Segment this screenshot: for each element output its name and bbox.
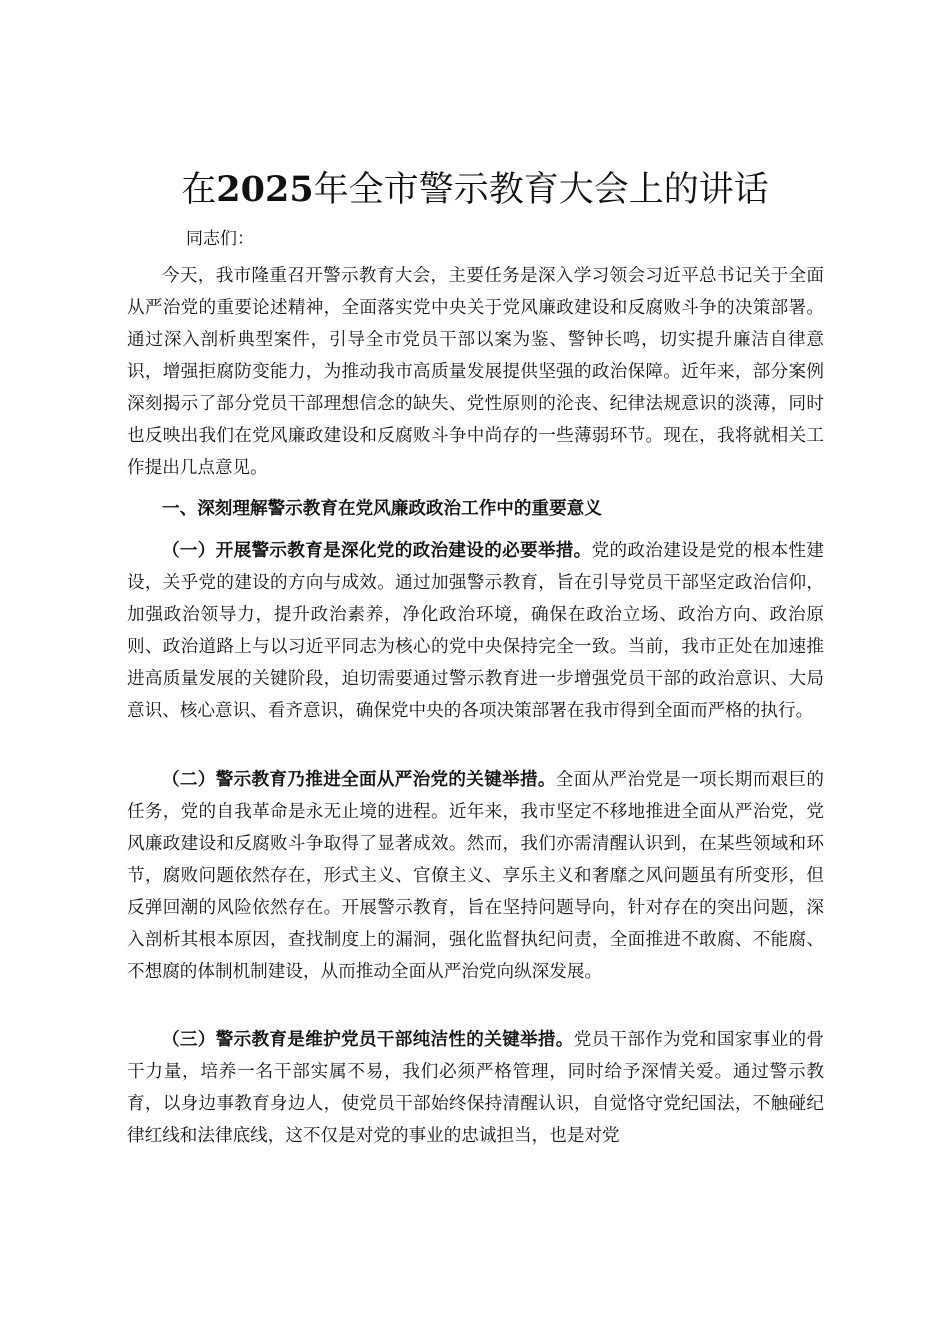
title-prefix: 在: [181, 170, 217, 210]
title-year: 2025: [216, 169, 314, 210]
paragraph-lead: （二）警示教育乃推进全面从严治党的关键举措。: [162, 769, 556, 790]
salutation: 同志们：: [186, 229, 254, 249]
paragraph-lead: （一）开展警示教育是深化党的政治建设的必要举措。: [162, 540, 592, 561]
paragraph-text: 党的政治建设是党的根本性建设，关乎党的建设的方向与成效。通过加强警示教育，旨在引导党员干部坚定政治信仰，加强政治领导力，提升政治素养，净化政治环境，确保在政治立场、政治方向、政治原则、政治道路上与以习近平同志为核心的党中央保持完全一致。当前，我市正处在加速推进高质量发展的关键阶段，迫切需要通过警示教育进一步增强党员干部的政治意识、大局意识、核心意识、看齐意识，确保党中央的各项决策部署在我市得到全面而严格的执行。: [127, 541, 824, 721]
paragraph-text: 党员干部作为党和国家事业的骨干力量，培养一名干部实属不易，我们必须严格管理，同时给予深情关爱。通过警示教育，以身边事教育身边人，使党员干部始终保持清醒认识，自觉恪守党纪国法，不触碰纪律红线和法律底线，这不仅是对党的事业的忠诚担当，也是对党: [127, 1030, 824, 1146]
title-suffix: 年全市警示教育大会上的讲话: [313, 170, 769, 210]
paragraph-text: 全面从严治党是一项长期而艰巨的任务，党的自我革命是永无止境的进程。近年来，我市坚定不移地推进全面从严治党，党风廉政建设和反腐败斗争取得了显著成效。然而，我们亦需清醒认识到，在某些领域和环节，腐败问题依然存在，形式主义、官僚主义、享乐主义和奢靡之风问题虽有所变形，但反弹回潮的风险依然存在。开展警示教育，旨在坚持问题导向，针对存在的突出问题，深入剖析其根本原因，查找制度上的漏洞，强化监督执纪问责，全面推进不敢腐、不能腐、不想腐的体制机制建设，从而推动全面从严治党向纵深发展。: [127, 770, 824, 982]
body-paragraph-1: [127, 535, 824, 727]
paragraph-lead: （三）警示教育是维护党员干部纯洁性的关键举措。: [162, 1029, 574, 1050]
section-heading: 一、深刻理解警示教育在党风廉政政治工作中的重要意义: [162, 498, 602, 519]
body-paragraph-3: [127, 1024, 824, 1152]
body-paragraph-2: [127, 764, 824, 988]
document-title: [0, 166, 950, 214]
intro-paragraph: 今天，我市隆重召开警示教育大会，主要任务是深入学习领会习近平总书记关于全面从严治党的重要论述精神，全面落实党中央关于党风廉政建设和反腐败斗争的决策部署。通过深入剖析典型案件，引导全市党员干部以案为鉴、警钟长鸣，切实提升廉洁自律意识，增强拒腐防变能力，为推动我市高质量发展提供坚强的政治保障。近年来，部分案例深刻揭示了部分党员干部理想信念的缺失、党性原则的沦丧、纪律法规意识的淡薄，同时也反映出我们在党风廉政建设和反腐败斗争中尚存的一些薄弱环节。现在，我将就相关工作提出几点意见。: [127, 266, 824, 478]
